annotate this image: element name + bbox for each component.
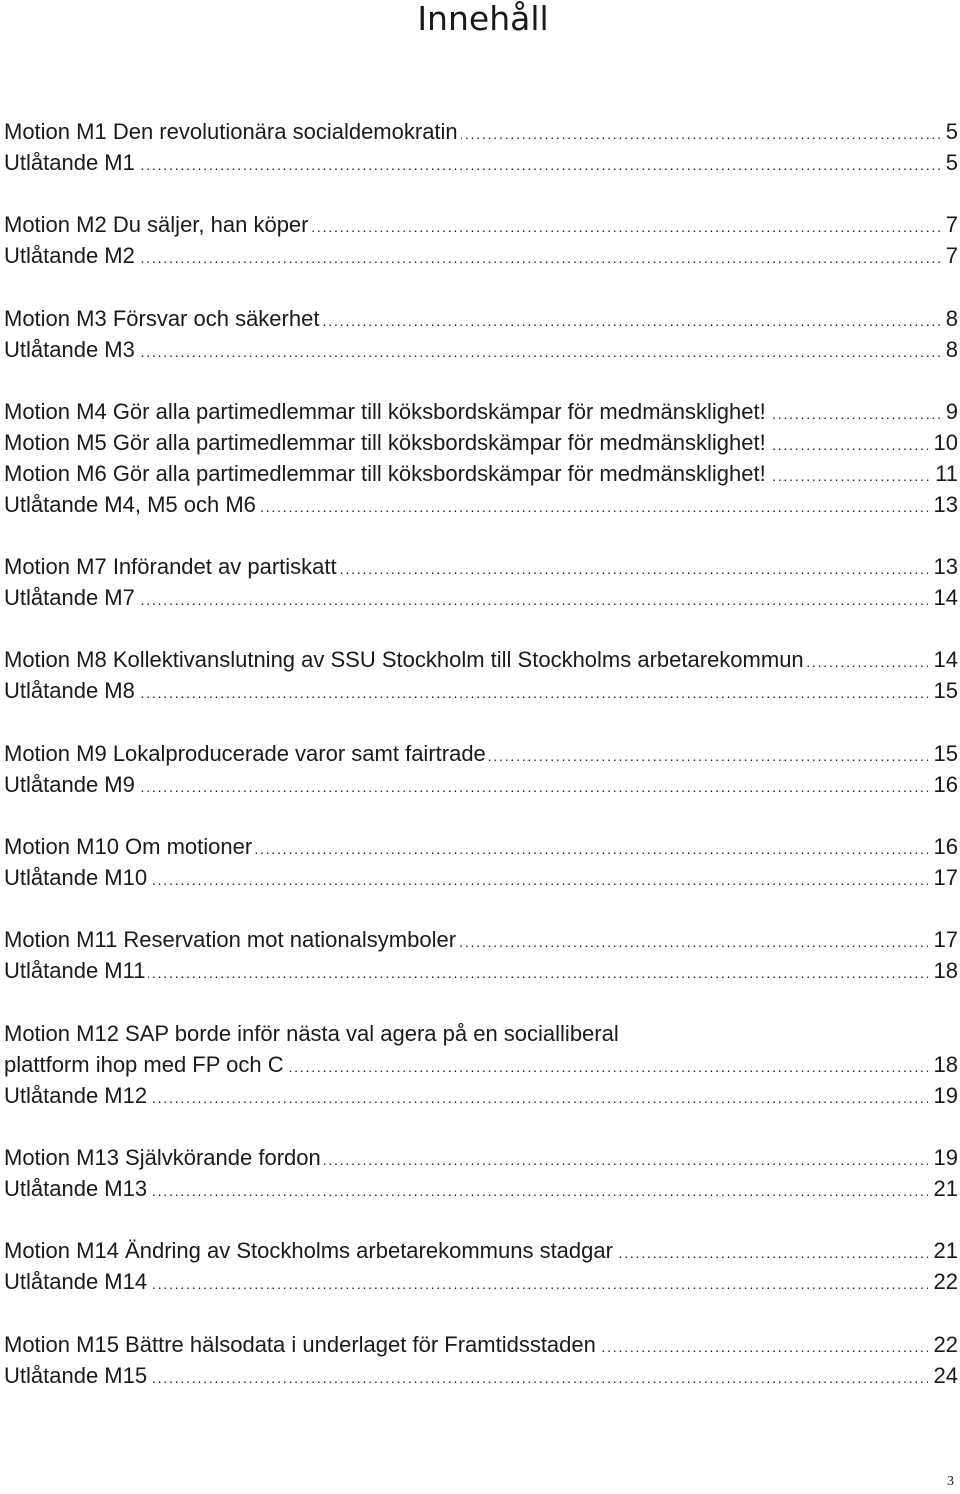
- toc-entry-page: 14: [928, 582, 958, 613]
- toc-entry[interactable]: [4, 1360, 958, 1391]
- toc-entry-label: Motion M15 Bättre hälsodata i underlaget för Framtidsstaden: [4, 1332, 599, 1357]
- toc-entry-page: 18: [928, 955, 958, 986]
- toc-entry-page: 17: [928, 924, 958, 955]
- toc-entry-label: Utlåtande M3: [4, 337, 138, 362]
- toc-entry-label: Utlåtande M4, M5 och M6: [4, 492, 259, 517]
- toc-entry-page: 19: [928, 1080, 958, 1111]
- table-of-contents: [4, 116, 958, 1391]
- page-number: 3: [947, 1474, 954, 1489]
- toc-entry-label: Utlåtande M10: [4, 865, 150, 890]
- toc-entry-label: Utlåtande M1: [4, 150, 138, 175]
- toc-entry[interactable]: [4, 489, 958, 520]
- toc-entry-page: 5: [940, 116, 958, 147]
- toc-entry-page: 17: [928, 862, 958, 893]
- toc-entry[interactable]: [4, 334, 958, 365]
- toc-entry-label: Utlåtande M12: [4, 1083, 150, 1108]
- toc-entry[interactable]: [4, 1329, 958, 1360]
- toc-entry-page: 13: [928, 489, 958, 520]
- toc-entry-page: 8: [940, 334, 958, 365]
- toc-entry-label: Utlåtande M2: [4, 243, 138, 268]
- toc-entry[interactable]: [4, 458, 958, 489]
- dot-leader: [4, 240, 958, 274]
- toc-entry[interactable]: [4, 675, 958, 706]
- toc-entry-page: 14: [928, 644, 958, 675]
- toc-entry[interactable]: [4, 1018, 958, 1049]
- toc-entry-label: Motion M8 Kollektivanslutning av SSU Stockholm till Stockholms arbetarekommun: [4, 647, 807, 672]
- toc-entry[interactable]: [4, 551, 958, 582]
- toc-entry-label: Utlåtande M14: [4, 1269, 150, 1294]
- toc-entry-label: Motion M2 Du säljer, han köper: [4, 212, 312, 237]
- toc-entry-page: 21: [928, 1235, 958, 1266]
- toc-entry-page: 13: [928, 551, 958, 582]
- toc-entry-label: Utlåtande M15: [4, 1363, 150, 1388]
- toc-entry-page: 16: [928, 831, 958, 862]
- dot-leader: [4, 582, 958, 616]
- toc-entry[interactable]: [4, 427, 958, 458]
- toc-entry-page: 10: [928, 427, 958, 458]
- toc-entry[interactable]: [4, 1235, 958, 1266]
- toc-entry-label: Motion M12 SAP borde inför nästa val agera på en socialliberal: [4, 1021, 622, 1046]
- toc-entry-page: 7: [940, 209, 958, 240]
- toc-entry-label: Motion M7 Införandet av partiskatt: [4, 554, 340, 579]
- toc-entry[interactable]: [4, 116, 958, 147]
- toc-entry[interactable]: [4, 769, 958, 800]
- toc-entry-page: 22: [928, 1266, 958, 1297]
- toc-entry-page: 15: [928, 675, 958, 706]
- toc-entry-page: 19: [928, 1142, 958, 1173]
- toc-entry[interactable]: [4, 862, 958, 893]
- toc-entry[interactable]: [4, 644, 958, 675]
- toc-entry[interactable]: [4, 303, 958, 334]
- toc-entry-label: plattform ihop med FP och C: [4, 1052, 287, 1077]
- toc-entry[interactable]: [4, 1173, 958, 1204]
- toc-entry[interactable]: [4, 738, 958, 769]
- toc-entry[interactable]: [4, 396, 958, 427]
- toc-entry[interactable]: [4, 147, 958, 178]
- toc-entry-page: 22: [928, 1329, 958, 1360]
- toc-entry-label: Motion M10 Om motioner: [4, 834, 255, 859]
- toc-entry-page: 9: [940, 396, 958, 427]
- toc-entry-label: Utlåtande M13: [4, 1176, 150, 1201]
- toc-entry[interactable]: [4, 1266, 958, 1297]
- toc-entry[interactable]: [4, 209, 958, 240]
- toc-entry-label: Utlåtande M8: [4, 678, 138, 703]
- toc-entry-page: 21: [928, 1173, 958, 1204]
- toc-entry-label: Motion M6 Gör alla partimedlemmar till köksbordskämpar för medmänsklighet!: [4, 461, 769, 486]
- toc-entry[interactable]: [4, 1049, 958, 1080]
- toc-entry-label: Motion M14 Ändring av Stockholms arbetarekommuns stadgar: [4, 1238, 616, 1263]
- toc-entry-page: 11: [929, 458, 958, 489]
- toc-entry[interactable]: [4, 1080, 958, 1111]
- toc-entry-label: Motion M9 Lokalproducerade varor samt fairtrade: [4, 741, 489, 766]
- toc-entry-label: Utlåtande M11: [4, 958, 148, 983]
- toc-entry-page: 8: [940, 303, 958, 334]
- toc-entry-label: Utlåtande M9: [4, 772, 138, 797]
- toc-entry-label: Motion M4 Gör alla partimedlemmar till köksbordskämpar för medmänsklighet!: [4, 399, 769, 424]
- page-title: Innehåll: [417, 0, 549, 38]
- toc-entry-page: 15: [928, 738, 958, 769]
- toc-entry-page: 7: [940, 240, 958, 271]
- toc-entry[interactable]: [4, 955, 958, 986]
- toc-entry[interactable]: [4, 240, 958, 271]
- dot-leader: [4, 675, 958, 709]
- toc-entry[interactable]: [4, 1142, 958, 1173]
- toc-entry-page: 24: [928, 1360, 958, 1391]
- toc-entry-label: Motion M1 Den revolutionära socialdemokratin: [4, 119, 461, 144]
- toc-entry[interactable]: [4, 582, 958, 613]
- toc-entry[interactable]: [4, 924, 958, 955]
- dot-leader: [4, 334, 958, 368]
- toc-entry-label: Motion M3 Försvar och säkerhet: [4, 306, 322, 331]
- toc-entry-label: Motion M13 Självkörande fordon: [4, 1145, 324, 1170]
- toc-entry-label: Utlåtande M7: [4, 585, 138, 610]
- toc-entry-page: 18: [928, 1049, 958, 1080]
- dot-leader: [4, 147, 958, 181]
- toc-entry-page: 16: [928, 769, 958, 800]
- toc-entry[interactable]: [4, 831, 958, 862]
- dot-leader: [4, 769, 958, 803]
- toc-entry-page: 5: [940, 147, 958, 178]
- toc-entry-label: Motion M5 Gör alla partimedlemmar till köksbordskämpar för medmänsklighet!: [4, 430, 769, 455]
- toc-entry-label: Motion M11 Reservation mot nationalsymboler: [4, 927, 459, 952]
